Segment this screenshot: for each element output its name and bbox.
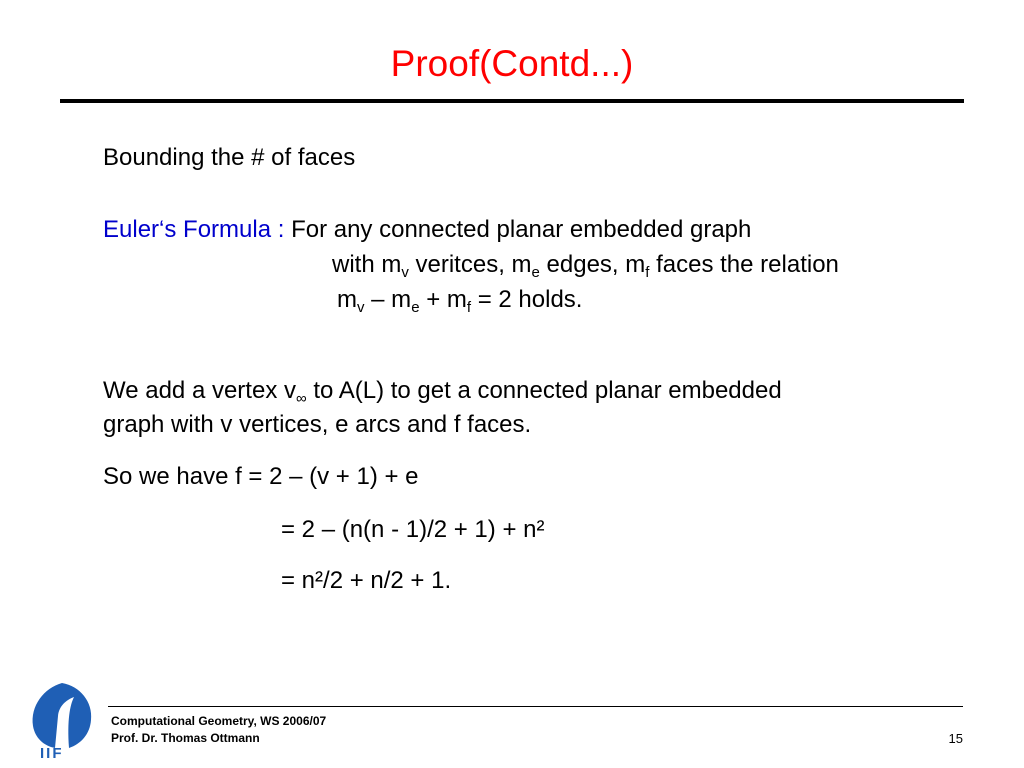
euler-line-1-text: For any connected planar embedded graph bbox=[291, 216, 752, 243]
add-vertex-line-2: graph with v vertices, e arcs and f faces. bbox=[103, 411, 532, 438]
euler-l3-m: m bbox=[337, 286, 357, 313]
infinity-subscript: ∞ bbox=[295, 390, 307, 407]
euler-line-3 bbox=[337, 285, 582, 315]
add-vertex-text-a: We add a vertex v bbox=[103, 377, 296, 404]
sub-e-2: e bbox=[411, 299, 420, 316]
euler-line-2 bbox=[332, 250, 839, 280]
title-divider bbox=[60, 99, 964, 103]
footer-divider bbox=[108, 706, 963, 707]
equation-line-1: So we have f = 2 – (v + 1) + e bbox=[103, 463, 419, 490]
euler-l3-plus: + m bbox=[419, 286, 467, 313]
page-number: 15 bbox=[948, 731, 963, 746]
euler-label: Euler‘s Formula : bbox=[103, 216, 285, 243]
sub-f-2: f bbox=[466, 299, 472, 316]
add-vertex-text-b: to A(L) to get a connected planar embedded bbox=[306, 377, 782, 404]
iif-logo bbox=[24, 680, 100, 760]
sub-v-2: v bbox=[357, 299, 365, 316]
bounding-heading: Bounding the # of faces bbox=[103, 144, 356, 171]
equation-line-3: = n²/2 + n/2 + 1. bbox=[281, 567, 452, 594]
euler-l3-end: = 2 holds. bbox=[471, 286, 583, 313]
footer-course: Computational Geometry, WS 2006/07 bbox=[111, 714, 327, 728]
footer-professor: Prof. Dr. Thomas Ottmann bbox=[111, 731, 260, 745]
sub-f: f bbox=[645, 264, 650, 281]
logo-text: IIF bbox=[40, 745, 64, 760]
add-vertex-line-1 bbox=[103, 376, 782, 406]
sub-e: e bbox=[531, 264, 540, 281]
slide-title: Proof(Contd...) bbox=[390, 43, 634, 84]
euler-l2-faces: faces the relation bbox=[649, 251, 839, 278]
euler-line-1 bbox=[103, 215, 751, 245]
euler-l3-minus: – m bbox=[364, 286, 412, 313]
sub-v: v bbox=[401, 264, 409, 281]
euler-l2-vertices: veritces, m bbox=[408, 251, 532, 278]
equation-line-2: = 2 – (n(n - 1)/2 + 1) + n² bbox=[281, 516, 545, 543]
iif-logo-graphic bbox=[24, 680, 100, 760]
euler-l2-with: with m bbox=[332, 251, 402, 278]
euler-l2-edges: edges, m bbox=[539, 251, 646, 278]
